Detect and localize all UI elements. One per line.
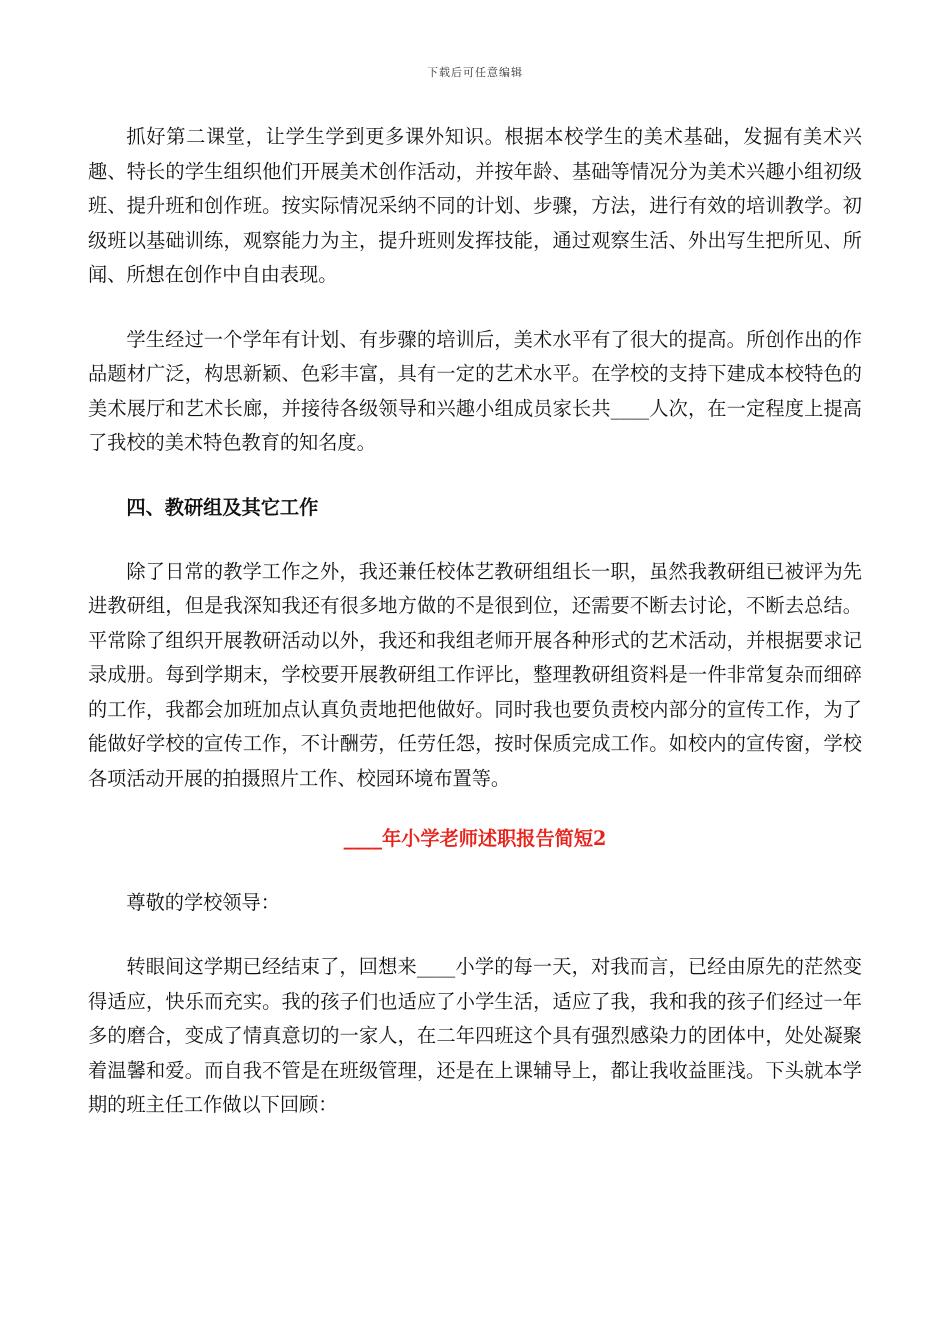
paragraph-semester-review: 转眼间这学期已经结束了，回想来____小学的每一天，对我而言，已经由原先的茫然变得适应，快乐而充实。我的孩子们也适应了小学生活，适应了我，我和我的孩子们经过一年多的磨合，变成了情真意切的一家人，在二年四班这个具有强烈感染力的团体中，处处凝聚着温馨和爱。而自我不管是在班级管理，还是在上课辅导上，都让我收益匪浅。下头就本学期的班主任工作做以下回顾： [88, 955, 862, 1116]
salutation: 尊敬的学校领导： [126, 891, 280, 914]
section-heading-teaching-research: 四、教研组及其它工作 [126, 495, 319, 519]
paragraph-second-classroom: 抓好第二课堂，让学生学到更多课外知识。根据本校学生的美术基础，发掘有美术兴趣、特长的学生组织他们开展美术创作活动，并按年龄、基础等情况分为美术兴趣小组初级班、提升班和创作班。按实际情况采纳不同的计划、步骤，方法，进行有效的培训教学。初级班以基础训练，观察能力为主，提升班则发挥技能，通过观察生活、外出写生把所见、所闻、所想在创作中自由表现。 [88, 125, 862, 286]
report-title: ____年小学老师述职报告简短2 [343, 827, 607, 850]
document-body [88, 120, 862, 1153]
page-header-note: 下载后可任意编辑 [427, 66, 523, 79]
paragraph-teaching-research: 除了日常的教学工作之外，我还兼任校体艺教研组组长一职，虽然我教研组已被评为先进教研组，但是我深知我还有很多地方做的不是很到位，还需要不断去讨论，不断去总结。平常除了组织开展教研活动以外，我还和我组老师开展各种形式的艺术活动，并根据要求记录成册。每到学期末，学校要开展教研组工作评比，整理教研组资料是一件非常复杂而细碎的工作，我都会加班加点认真负责地把他做好。同时我也要负责校内部分的宣传工作，为了能做好学校的宣传工作，不计酬劳，任劳任怨，按时保质完成工作。如校内的宣传窗，学校各项活动开展的拍摄照片工作、校园环境布置等。 [88, 559, 862, 790]
paragraph-training-results: 学生经过一个学年有计划、有步骤的培训后，美术水平有了很大的提高。所创作出的作品题材广泛，构思新颖、色彩丰富，具有一定的艺术水平。在学校的支持下建成本校特色的美术展厅和艺术长廊，并接待各级领导和兴趣小组成员家长共____人次，在一定程度上提高了我校的美术特色教育的知名度。 [88, 327, 862, 454]
